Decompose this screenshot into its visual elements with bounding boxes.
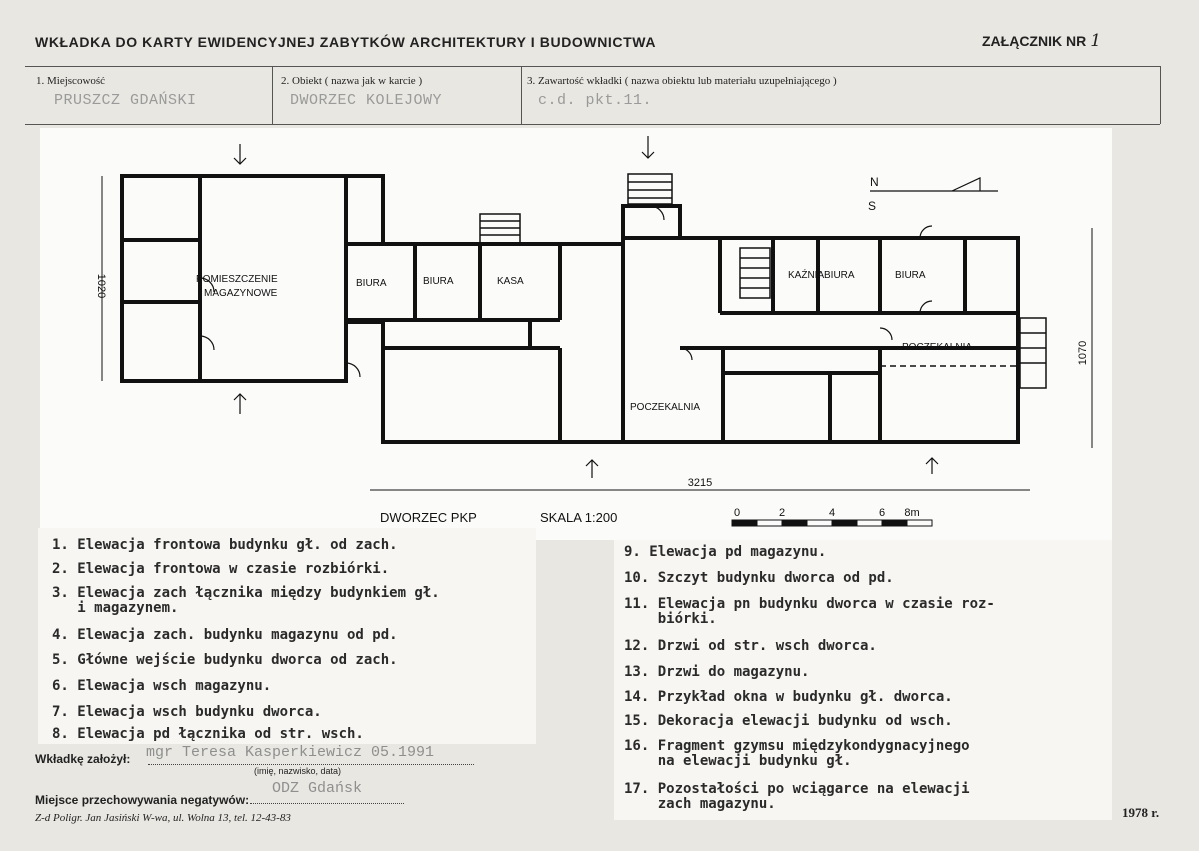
- list-item: 5. Główne wejście budynku dworca od zach.: [52, 652, 398, 668]
- fields-bottom-divider: [25, 124, 1160, 125]
- list-item: 8. Elewacja pd łącznika od str. wsch.: [52, 726, 364, 742]
- field-object-value: DWORZEC KOLEJOWY: [290, 92, 443, 109]
- list-item: 16. Fragment gzymsu międzykondygnacyjnego na elewacji budynku gł.: [624, 738, 970, 769]
- room-warehouse-1: POMIESZCZENIE: [196, 274, 278, 285]
- floor-plan: [40, 128, 1112, 540]
- dim-left: 1020: [95, 273, 107, 299]
- room-office-2: BIURA: [423, 276, 454, 287]
- list-item: 4. Elewacja zach. budynku magazynu od pd.: [52, 627, 398, 643]
- annex-label: [982, 31, 1101, 51]
- annex-label-text: ZAŁĄCZNIK NR: [982, 33, 1087, 49]
- list-item: 13. Drzwi do magazynu.: [624, 664, 810, 680]
- field-object-label: 2. Obiekt ( nazwa jak w karcie ): [281, 75, 423, 87]
- field-locality-label: 1. Miejscowość: [36, 75, 106, 87]
- annex-number: 1: [1090, 31, 1102, 51]
- photo-list-left: [38, 528, 536, 744]
- list-item: 15. Dekoracja elewacji budynku od wsch.: [624, 713, 953, 729]
- form-title: WKŁADKA DO KARTY EWIDENCYJNEJ ZABYTKÓW ARCHITEKTURY I BUDOWNICTWA: [35, 34, 657, 50]
- scale-tick-0: 0: [733, 507, 741, 519]
- printer-note: Z-d Poligr. Jan Jasiński W-wa, ul. Wolna 13, tel. 12-43-83: [35, 812, 291, 824]
- room-office-3: BIURA: [824, 270, 855, 281]
- photo-list-right: [614, 540, 1112, 820]
- room-office-1: BIURA: [356, 278, 387, 289]
- list-item: 2. Elewacja frontowa w czasie rozbiórki.: [52, 561, 390, 577]
- scale-tick-8: 8m: [904, 507, 920, 519]
- created-by-line: [148, 764, 474, 765]
- plan-caption: DWORZEC PKP: [380, 510, 477, 525]
- field-divider-2: [521, 66, 522, 124]
- list-item: 9. Elewacja pd magazynu.: [624, 544, 827, 560]
- field-content-label: 3. Zawartość wkładki ( nazwa obiektu lub materiału uzupełniającego ): [527, 75, 837, 87]
- list-item: 3. Elewacja zach łącznika między budynkiem gł. i magazynem.: [52, 585, 440, 616]
- room-waiting-1: POCZEKALNIA: [630, 402, 701, 413]
- created-by-label: Wkładkę założył:: [35, 752, 131, 766]
- room-waiting-2: POCZEKALNIA: [902, 342, 973, 353]
- field-content-value: c.d. pkt.11.: [538, 92, 653, 109]
- field-locality-value: PRUSZCZ GDAŃSKI: [54, 92, 197, 109]
- list-item: 1. Elewacja frontowa budynku gł. od zach.: [52, 537, 398, 553]
- negatives-storage-value: ODZ Gdańsk: [272, 780, 363, 797]
- scale-tick-6: 6: [878, 507, 886, 519]
- list-item: 6. Elewacja wsch magazynu.: [52, 678, 272, 694]
- scale-tick-4: 4: [828, 507, 836, 519]
- negatives-storage-label: Miejsce przechowywania negatywów:: [35, 793, 250, 807]
- list-item: 7. Elewacja wsch budynku dworca.: [52, 704, 322, 720]
- list-item: 10. Szczyt budynku dworca od pd.: [624, 570, 894, 586]
- floor-plan-drawing: [40, 128, 1112, 540]
- header-divider: [25, 66, 1160, 67]
- field-right-edge: [1160, 66, 1161, 124]
- negatives-storage-line: [250, 803, 404, 804]
- plan-scale-label: SKALA 1:200: [540, 510, 618, 525]
- room-ticket: KASA: [497, 276, 524, 287]
- room-warehouse-2: MAGAZYNOWE: [204, 288, 278, 299]
- list-item: 12. Drzwi od str. wsch dworca.: [624, 638, 877, 654]
- room-office-4: BIURA: [895, 270, 926, 281]
- scale-tick-2: 2: [778, 507, 786, 519]
- created-by-hint: (imię, nazwisko, data): [254, 766, 342, 776]
- dim-bottom: 3215: [687, 477, 713, 489]
- created-by-value: mgr Teresa Kasperkiewicz 05.1991: [146, 744, 435, 761]
- list-item: 17. Pozostałości po wciągarce na elewacji zach magazynu.: [624, 781, 970, 812]
- form-year: 1978 r.: [1122, 805, 1160, 820]
- north-sign-n: N: [870, 175, 879, 189]
- dim-right: 1070: [1077, 340, 1089, 366]
- central-block-outline: [346, 244, 623, 442]
- north-sign-s: S: [868, 199, 877, 213]
- field-divider-1: [272, 66, 273, 124]
- list-item: 11. Elewacja pn budynku dworca w czasie roz- biórki.: [624, 596, 995, 627]
- list-item: 14. Przykład okna w budynku gł. dworca.: [624, 689, 953, 705]
- room-toilet: KAŹNIA: [788, 270, 825, 281]
